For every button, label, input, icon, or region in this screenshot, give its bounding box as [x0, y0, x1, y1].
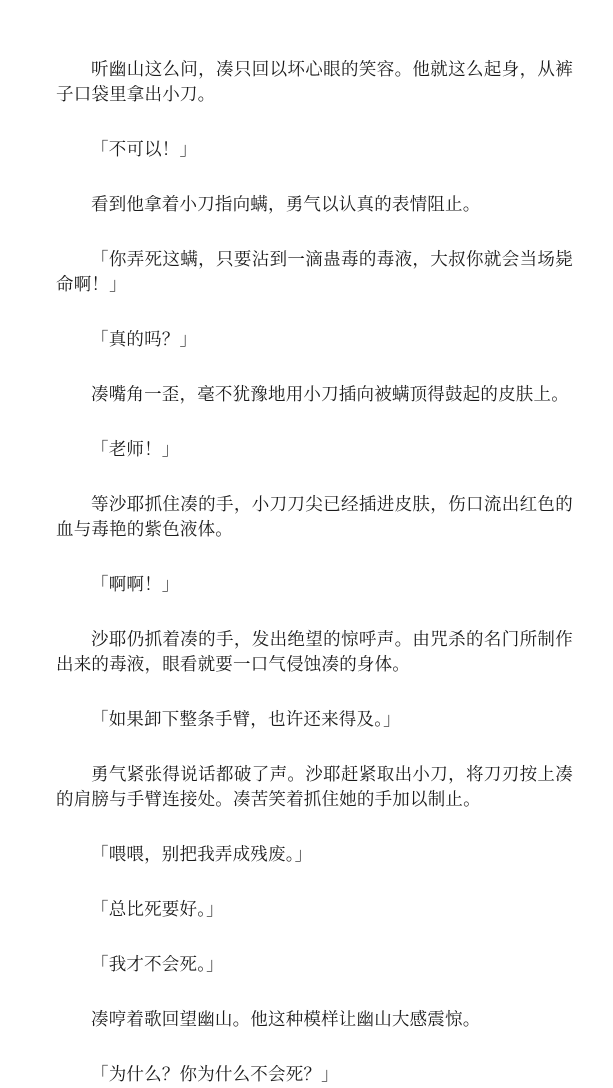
paragraph: 凑哼着歌回望幽山。他这种模样让幽山大感震惊。 [91, 1010, 481, 1030]
dialogue-line: 「如果卸下整条手臂，也许还来得及。」 [91, 710, 401, 730]
dialogue-line: 「你弄死这螨，只要沾到一滴蛊毒的毒液，大叔你就会当场毙命啊！」 [56, 250, 573, 295]
dialogue-line: 「不可以！」 [91, 140, 198, 160]
paragraph: 勇气紧张得说话都破了声。沙耶赶紧取出小刀，将刀刃按上凑的肩膀与手臂连接处。凑苦笑着抓住她的手加以制止。 [56, 765, 573, 810]
dialogue-line: 「为什么？你为什么不会死？」 [91, 1065, 339, 1085]
dialogue-line: 「我才不会死。」 [91, 955, 224, 975]
dialogue-line: 「真的吗？」 [91, 330, 198, 350]
paragraph: 听幽山这么问，凑只回以坏心眼的笑容。他就这么起身，从裤子口袋里拿出小刀。 [56, 60, 573, 105]
paragraph: 等沙耶抓住凑的手，小刀刀尖已经插进皮肤，伤口流出红色的血与毒艳的紫色液体。 [56, 495, 573, 540]
dialogue-line: 「啊啊！」 [91, 575, 180, 595]
paragraph: 看到他拿着小刀指向螨，勇气以认真的表情阻止。 [91, 195, 481, 215]
dialogue-line: 「老师！」 [91, 440, 180, 460]
dialogue-line: 「喂喂，别把我弄成残废。」 [91, 845, 313, 865]
dialogue-line: 「总比死要好。」 [91, 900, 224, 920]
paragraph: 凑嘴角一歪，毫不犹豫地用小刀插向被螨顶得鼓起的皮肤上。 [91, 385, 569, 405]
paragraph: 沙耶仍抓着凑的手，发出绝望的惊呼声。由咒杀的名门所制作出来的毒液，眼看就要一口气侵蚀凑的身体。 [56, 630, 573, 675]
